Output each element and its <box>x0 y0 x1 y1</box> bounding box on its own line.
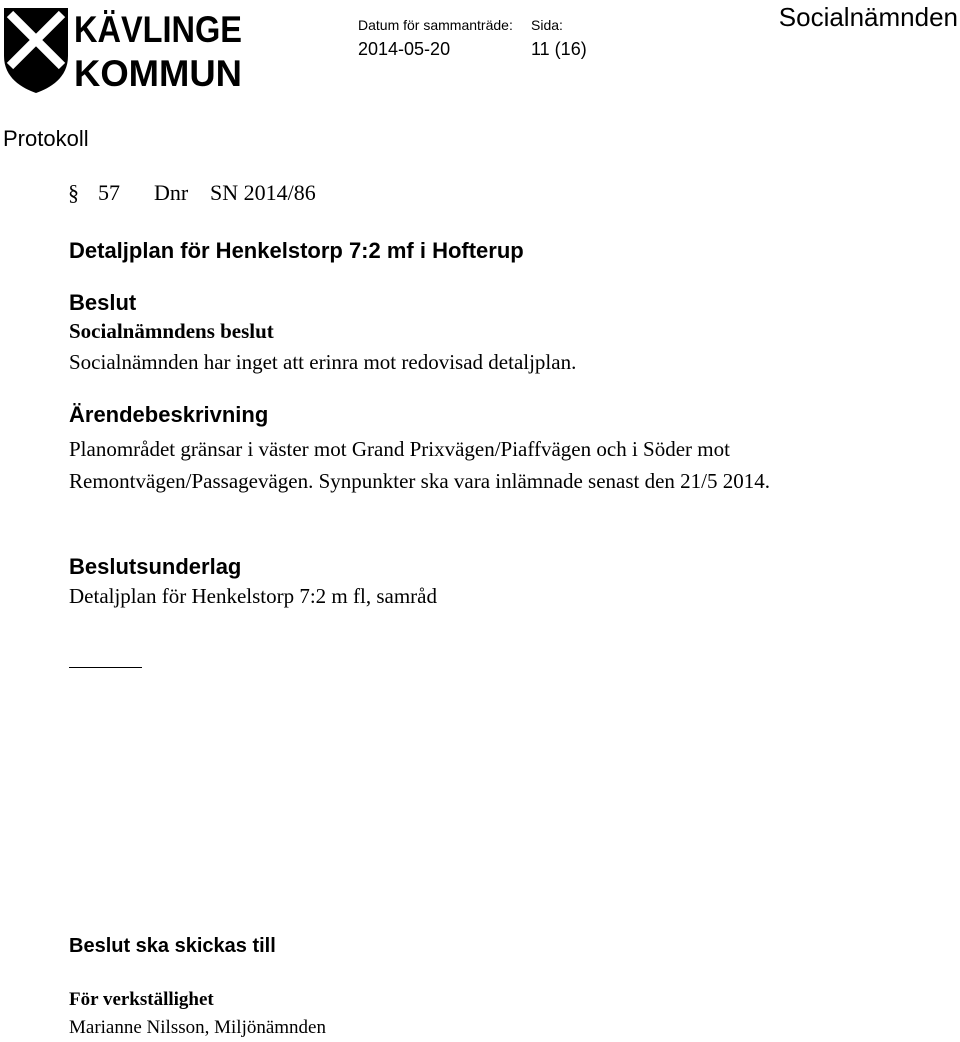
page-number: 11 (16) <box>531 39 587 59</box>
skickas-heading: Beslut ska skickas till <box>69 935 276 957</box>
shield-icon <box>4 8 68 93</box>
page-label: Sida: <box>531 17 563 33</box>
dnr-value: SN 2014/86 <box>210 180 316 205</box>
underlag-text: Detaljplan för Henkelstorp 7:2 m fl, samråd <box>69 584 437 608</box>
logo-line-2: KOMMUN <box>74 53 242 94</box>
underlag-heading: Beslutsunderlag <box>69 554 242 579</box>
beslut-subheading: Socialnämndens beslut <box>69 319 274 343</box>
kavlinge-kommun-logo <box>2 4 244 94</box>
case-title: Detaljplan för Henkelstorp 7:2 mf i Hofterup <box>69 238 524 263</box>
paragraph-number: 57 <box>98 180 120 205</box>
beslut-heading: Beslut <box>69 290 137 315</box>
logo-line-1: KÄVLINGE <box>74 9 242 50</box>
beslut-text: Socialnämnden har inget att erinra mot redovisad detaljplan. <box>69 350 577 374</box>
verkstallighet-recipient: Marianne Nilsson, Miljönämnden <box>69 1017 326 1038</box>
arende-heading: Ärendebeskrivning <box>69 402 269 427</box>
meeting-date-label: Datum för sammanträde: <box>358 17 513 33</box>
arende-text: Planområdet gränsar i väster mot Grand Prixvägen/Piaffvägen och i Söder mot Remontvägen/Passagevägen. Synpunkter ska vara inlämnade senast den 21/5 2014. <box>69 437 770 493</box>
document-type: Protokoll <box>3 126 89 151</box>
meeting-date-value: 2014-05-20 <box>358 39 451 59</box>
section-symbol: § <box>68 180 79 205</box>
paragraph-line <box>68 180 316 206</box>
dnr-label: Dnr <box>154 180 189 205</box>
signature-line <box>69 667 142 668</box>
committee-header: Socialnämnden <box>778 2 958 32</box>
verkstallighet-heading: För verkställighet <box>69 989 214 1010</box>
